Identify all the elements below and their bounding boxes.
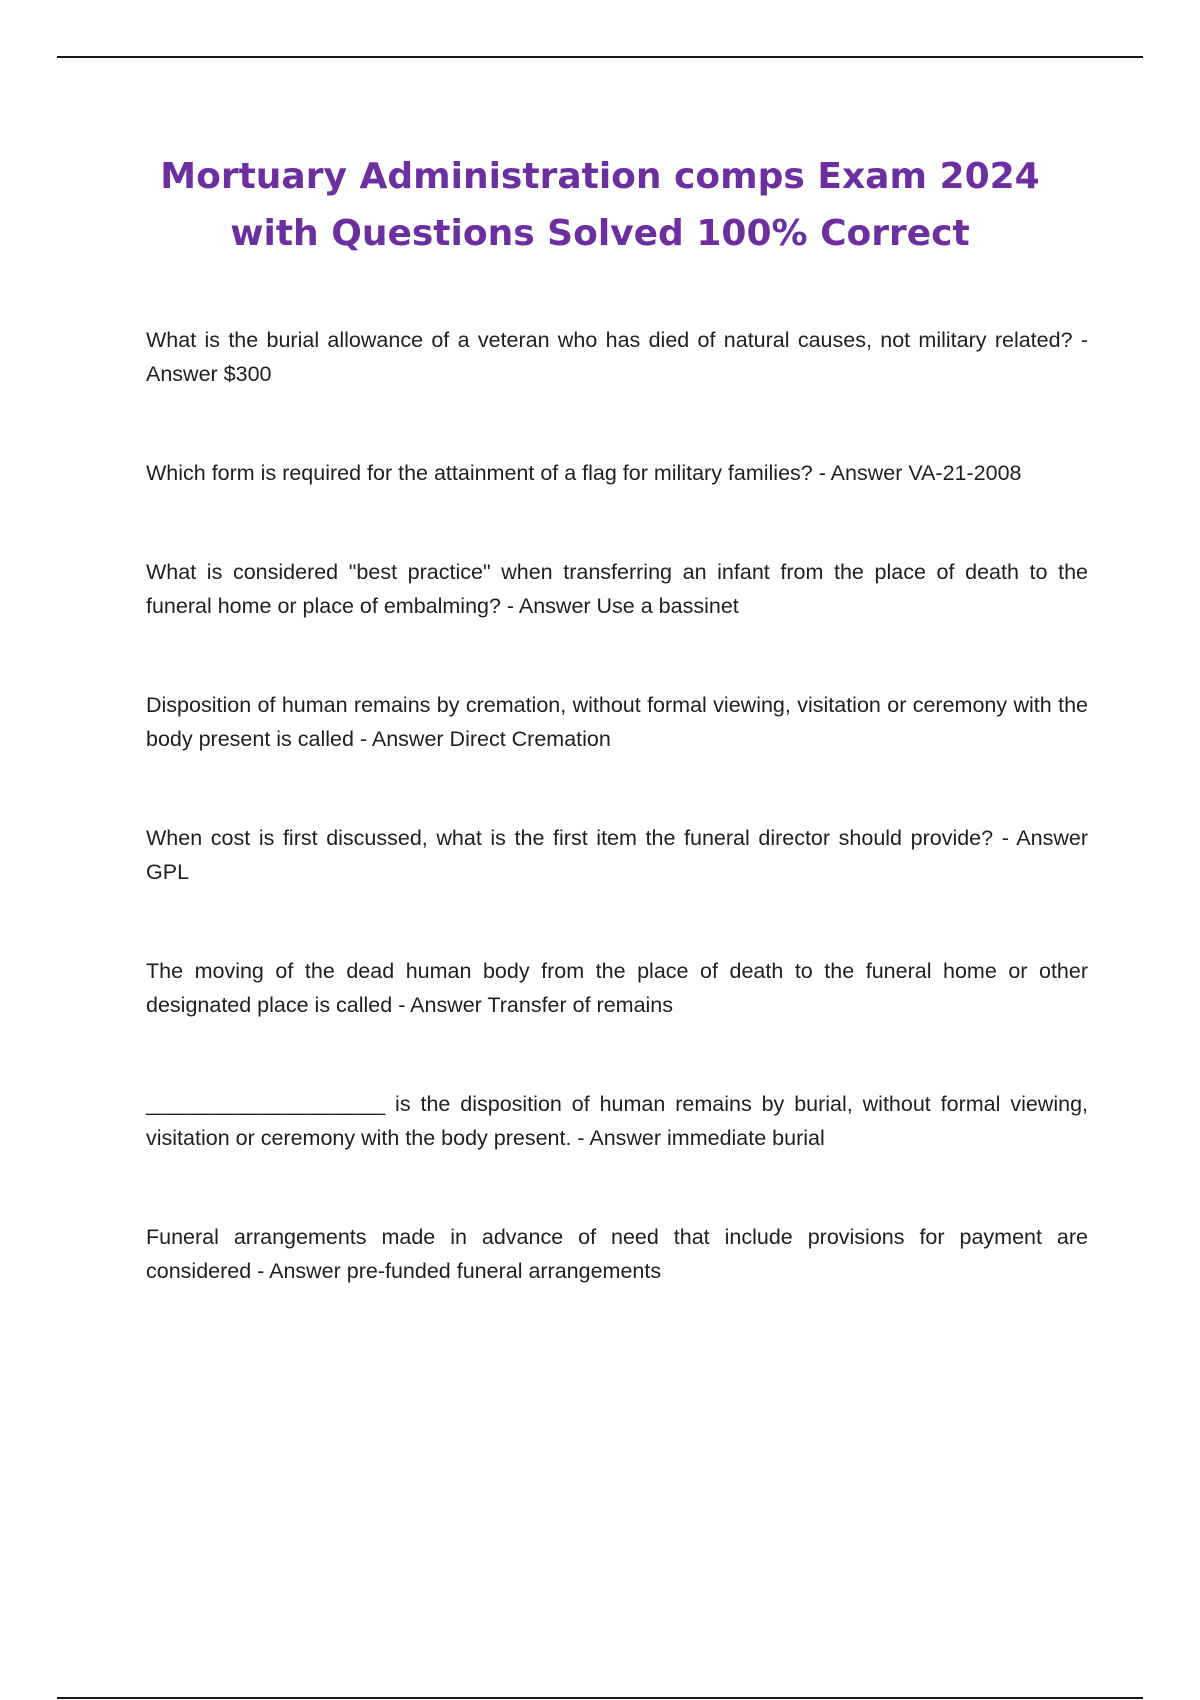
qa-item-5: When cost is first discussed, what is the first item the funeral director should provide? - Answer GPL	[146, 826, 1088, 884]
top-rule	[57, 56, 1143, 58]
qa-list	[146, 323, 1088, 1353]
qa-item-3: What is considered "best practice" when transferring an infant from the place of death to the funeral home or place of embalming? - Answer Use a bassinet	[146, 560, 1088, 618]
qa-item-7: ____________________ is the disposition of human remains by burial, without formal viewing, visitation or ceremony with the body present. - Answer immediate burial	[146, 1092, 1088, 1150]
qa-item-8: Funeral arrangements made in advance of need that include provisions for payment are considered - Answer pre-funded funeral arrangements	[146, 1225, 1088, 1283]
bottom-rule	[57, 1697, 1143, 1699]
qa-item-2: Which form is required for the attainment of a flag for military families? - Answer VA-21-2008	[146, 461, 1022, 485]
qa-item-4: Disposition of human remains by cremation, without formal viewing, visitation or ceremony with the body present is called - Answer Direct Cremation	[146, 693, 1088, 751]
qa-item-1: What is the burial allowance of a veteran who has died of natural causes, not military related? - Answer $300	[146, 328, 1088, 386]
qa-item-6: The moving of the dead human body from the place of death to the funeral home or other designated place is called - Answer Transfer of remains	[146, 959, 1088, 1017]
document-title: Mortuary Administration comps Exam 2024 with Questions Solved 100% Correct	[160, 156, 1040, 254]
